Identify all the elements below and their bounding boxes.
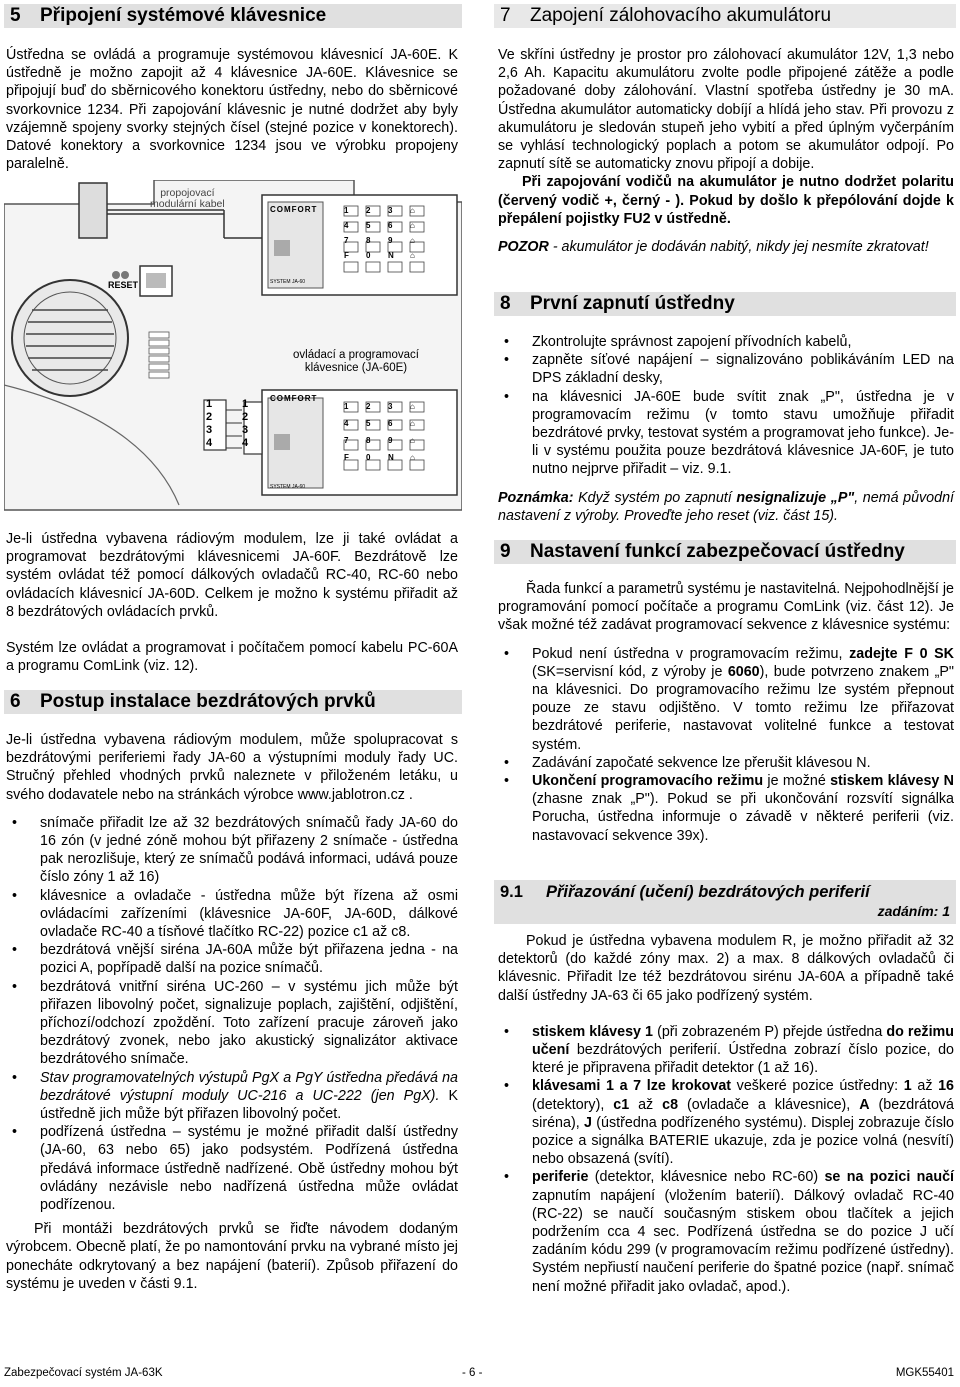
learning-list: [498, 1023, 954, 1296]
paragraph: Řada funkcí a parametrů systému je nastavitelná. Nejpohodlnější je programování pomocí počítače a programu ComLink (viz. část 12). Je však možné též zadávat programovací sekvence z klávesnice systému:: [498, 581, 954, 634]
key: N: [388, 251, 394, 260]
section-number: 6: [10, 691, 21, 712]
section-number: 9.1: [500, 883, 523, 901]
key: 1: [344, 206, 349, 215]
key: 5: [366, 419, 371, 428]
list-item: • Stav programovatelných výstupů PgX a PgY ústředna předává na bezdrátové výstupní moduly UC-216 a UC-222 (jen PgX). K ústředně jich může být přiřazen libovolný počet.: [6, 1069, 458, 1124]
reset-label: RESET: [108, 280, 139, 290]
key: 3: [388, 402, 393, 411]
keypad-label: ovládací a programovací klávesnice (JA-60E): [293, 349, 419, 374]
section-7-heading: [494, 4, 956, 28]
section-title: Přiřazování (učení) bezdrátových periferií: [546, 883, 870, 901]
keys-top: 1 2 3 ⌂ 4 5 6 ⌂ 7 8 9 ⌂ F 0 N ⌂: [344, 206, 415, 260]
key: 4: [344, 419, 349, 428]
list-item: • bezdrátová vnější siréna JA-60A může být přiřazena jedna - na pozici A, popřípadě další na pozice snímačů.: [6, 941, 458, 977]
list-item: • zapněte síťové napájení – signalizováno poblikáváním LED na DPS základní desky,: [498, 351, 954, 387]
paragraph: Při montáži bezdrátových prvků se řiďte návodem dodaným výrobcem. Obecně platí, že po namontování prvku na vybrané místo jej ponecháte odkrytovaný a bez napájení (baterií). Způsob přiřazení do systému je uveden v části 9.1.: [6, 1221, 458, 1292]
brand-top: COMFORT: [270, 205, 318, 214]
key: 9: [388, 236, 393, 245]
footer-left: Zabezpečovací systém JA-63K: [4, 1367, 163, 1379]
section-9-body: [498, 580, 954, 845]
key: 9: [388, 436, 393, 445]
list-item: • periferie (detektor, klávesnice nebo RC-60) se na pozici naučí zapnutím napájení (vložením baterií). Dálkový ovladač RC-40 (RC-22) se naučí současným stiskem obou tlačítek a jejich podržením cca 4 sec. Podřízená ústředna se do pozice J učí zadáním kódu 299 (v programovacím režimu podřízené ústředny). Systém nepřiustí naučení periferie do špatné pozice (např. snímač není možné přiřadit jako ovladač, apod.).: [498, 1168, 954, 1295]
key: 0: [366, 453, 371, 462]
section-number: 8: [500, 293, 511, 314]
startup-list: [498, 333, 954, 479]
key: N: [388, 453, 394, 462]
key: 3: [388, 206, 393, 215]
list-item: • stiskem klávesy 1 (při zobrazeném P) přejde ústředna do režimu učení bezdrátových periferií. Ústředna zobrazí číslo pozice, do které je připravena přiřadit detektor (1 až 16).: [498, 1023, 954, 1078]
paragraph: Pokud je ústředna vybavena modulem R, je možno přiřadit až 32 detektorů (do každé zóny max. 2) a max. 8 dálkových ovladačů či klávesnic. Přiřadit lze též bezdrátovou sirénu JA-60A a případně také další ústředny JA-63 či 65 jako podřízený systém.: [498, 933, 954, 1004]
footer-right: MGK55401: [895, 1367, 954, 1379]
note: Poznámka: Když systém po zapnutí nesignalizuje „P", nemá původní nastavení z výroby. Proveďte jeho reset (viz. část 15).: [498, 489, 954, 524]
programming-list: [498, 645, 954, 845]
key: 8: [366, 436, 371, 445]
section-title: První zapnutí ústředny: [530, 293, 735, 314]
section-7-body: [498, 46, 954, 256]
section-9-1-body: [498, 932, 954, 1296]
section-8-body: [498, 333, 954, 525]
terminals-board: 1 2 3 4: [206, 398, 213, 449]
key: 4: [344, 221, 349, 230]
cable-label: propojovací modulární kabel: [150, 187, 225, 210]
key: 7: [344, 436, 349, 445]
paragraph: Je-li ústředna vybavena rádiovým modulem, může spolupracovat s bezdrátovými periferiemi řady JA-60 a výstupními moduly řady UC. Stručný přehled vhodných prvků naleznete v přiloženém letáku, u svého dodavatele nebo na stránkách výrobce www.jablotron.cz .: [6, 732, 458, 803]
section-5-heading: [4, 4, 462, 28]
model-top: SYSTEM JA-60: [270, 279, 306, 285]
key: 8: [366, 236, 371, 245]
paragraph-warning: Při zapojování vodičů na akumulátor je nutno dodržet polaritu (červený vodič +, černý - ). Pokud by došlo k přepólování dojde k přepálení pojistky FU2 v ústředně.: [498, 174, 954, 227]
key: 2: [366, 402, 371, 411]
section-8-heading: [494, 292, 956, 316]
list-item: • bezdrátová vnitřní siréna UC-260 – v systému jich může být přiřazen libovolný počet, signalizuje poplach, zajištění, odjištění, příchozí/odchozí zpoždění. Toto zařízení pracuje zároveň jako bezdrátový zvonek, nebo jako akustický signalizátor aktivace bezdrátového snímače.: [6, 978, 458, 1069]
key: 6: [388, 221, 393, 230]
key: 2: [366, 206, 371, 215]
paragraph: Ústředna se ovládá a programuje systémovou klávesnicí JA-60E. K ústředně je možno zapojit až 4 klávesnice JA-60E. Klávesnice se připojují buď do sběrnicového konektoru ústředny, nebo do sběrnicové svorkovnice 1234. Při zapojování klávesnic je nutné dodržet aby byly vzájemně spojeny svorky stejných čísel (stejné pozice v konektorech). Datové konektory a svorkovnice 1234 jsou ve výrobku propojeny paralelně.: [6, 47, 458, 173]
section-number: 7: [500, 5, 511, 26]
paragraph: Systém lze ovládat a programovat i počítačem pomocí kabelu PC-60A a programu ComLink (viz. 12).: [6, 640, 458, 675]
footer-page-number: - 6 -: [462, 1367, 483, 1379]
key: 0: [366, 251, 371, 260]
key: 5: [366, 221, 371, 230]
section-title: Nastavení funkcí zabezpečovací ústředny: [530, 541, 905, 562]
section-6-heading: [4, 690, 462, 714]
paragraph: Ve skříni ústředny je prostor pro zálohovací akumulátor 12V, 1,3 nebo 2,6 Ah. Kapacitu akumulátoru zvolte podle připojené zátěže a podle požadované doby zálohování. Vlastní spotřeba ústředny je 30 mA. Ústředna akumulátor automaticky dobíjí a hlídá jeho stav. Při provozu z akumulátoru je sledován stupeň jeho vybití a před úplným vyčerpáním se vyhlásí technologický poplach a potom se akumulátor odpojí. Po zapnutí sítě se automaticky znovu připojí a dobije.: [498, 47, 954, 173]
section-6-body: [6, 731, 458, 1293]
list-item: • klávesnice a ovladače - ústředna může být řízena až osmi ovládacími zařízeními (klávesnice JA-60F, JA-60D, dálkové ovladače RC-40 a tísňové tlačítko RC-22) pozice c1 až c8.: [6, 887, 458, 942]
model-bottom: SYSTEM JA-60: [270, 484, 306, 490]
section-5-wireless: [6, 530, 458, 675]
section-number: 9: [500, 541, 511, 562]
list-item: • Zadávání započaté sekvence lze přerušit klávesou N.: [498, 754, 954, 772]
list-item: • Pokud není ústředna v programovacím režimu, zadejte F 0 SK (SK=servisní kód, z výroby je 6060), bude potvrzeno znakem „P" na klávesnici. Do programovacího režimu lze systém přepnout pouze ze stavu odjištěno. V tomto režimu lze přiřazovat bezdrátové periferie, nastavovat volitelné funkce a testovat systém.: [498, 645, 954, 754]
keys-bottom: 1 2 3 ⌂ 4 5 6 ⌂ 7 8 9 ⌂ F 0 N ⌂: [344, 402, 415, 462]
terminals-keypad: 1 2 3 4: [242, 398, 249, 449]
key: F: [344, 453, 349, 462]
list-item: • Zkontrolujte správnost zapojení přívodních kabelů,: [498, 333, 954, 351]
section-title: Postup instalace bezdrátových prvků: [40, 691, 376, 712]
key: 7: [344, 236, 349, 245]
section-subtitle: zadáním: 1: [877, 903, 950, 919]
list-item: • Ukončení programovacího režimu je možné stiskem klávesy N (zhasne znak „P"). Pokud se při ukončování rozsvítí signálka Porucha, ústředna informuje o závadě v některé periferii (viz. nastavovací sekvence 39x).: [498, 772, 954, 845]
pozor: POZOR - akumulátor je dodáván nabitý, nikdy jej nesmíte zkratovat!: [498, 239, 929, 256]
paragraph: Je-li ústředna vybavena rádiovým modulem, lze ji také ovládat a programovat bezdrátovými klávesnicemi JA-60F. Bezdrátově lze systém ovládat též pomocí dálkových ovladačů RC-40, RC-60 nebo ovládacích klávesnicí JA-60D. Celkem je možno k systému přiřadit až 8 bezdrátových ovládacích prvků.: [6, 531, 458, 620]
section-5-intro: [6, 46, 458, 173]
key: 6: [388, 419, 393, 428]
list-item: • snímače přiřadit lze až 32 bezdrátových snímačů řady JA-60 do 16 zón (v jedné zóně mohou být přiřazeny 2 snímače - ústředna pak nerozlišuje, který ze snímačů podává informaci, udává pouze číslo zóny 1 až 16): [6, 814, 458, 887]
key: F: [344, 251, 349, 260]
section-9-heading: [494, 540, 956, 564]
list-item: • na klávesnici JA-60E bude svítit znak „P", ústředna je v programovacím režimu (v tomto stavu umožňuje přiřadit bezdrátové prvky, testovat systém a programovat jeho funkce). Je-li v systému použita pouze bezdrátová klávesnice JA-60F, je tuto nutno nejprve přiřadit – viz. 9.1.: [498, 388, 954, 479]
key: 1: [344, 402, 349, 411]
section-title: Připojení systémové klávesnice: [40, 5, 327, 26]
device-list: [6, 814, 458, 1214]
list-item: • podřízená ústředna – systému je možné přiřadit další ústředny (JA-60, 63 nebo 65) jako podsystém. Podřízená ústředna předává informace ústředně nadřízené. Obě ústředny mohou být ovládány nezávisle nebo nadřízená ústředna může ovládat podřízenou.: [6, 1123, 458, 1214]
brand-bottom: COMFORT: [270, 394, 318, 403]
section-title: Zapojení zálohovacího akumulátoru: [530, 5, 832, 26]
section-9-1-heading: [494, 880, 956, 924]
list-item: • klávesami 1 a 7 lze krokovat veškeré pozice ústředny: 1 až 16 (detektory), c1 až c8 (ovladače a klávesnice), A (bezdrátová siréna), J (ústředna podřízeného systému). Displej zobrazuje číslo pozice a signálka BATERIE ukazuje, zda je pozice volná (nesvítí) nebo obsazená (svítí).: [498, 1077, 954, 1168]
section-number: 5: [10, 5, 21, 26]
